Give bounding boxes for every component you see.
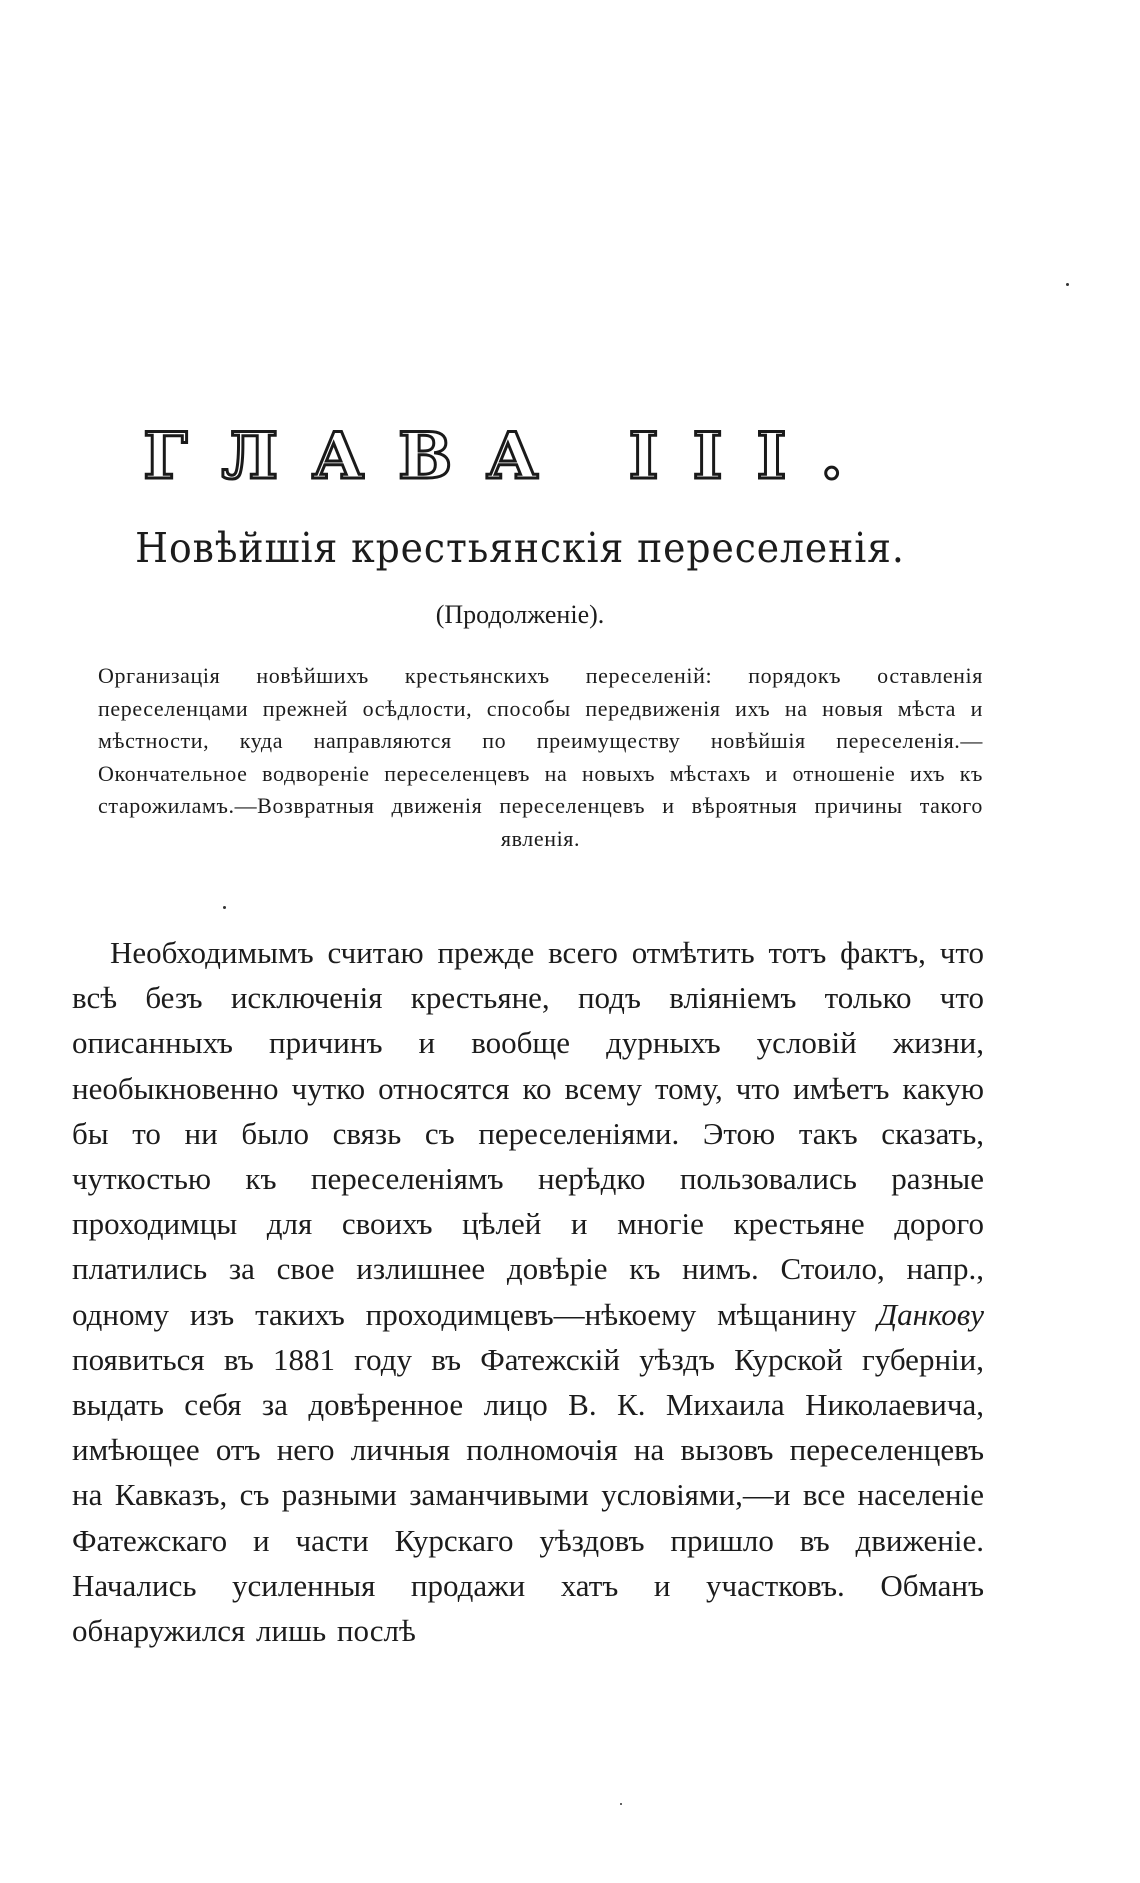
chapter-subtitle: Новѣйшія крестьянскія переселенія.	[135, 524, 905, 572]
chapter-title: ГЛАВА III.	[143, 419, 877, 494]
chapter-summary: Организація новѣйшихъ крестьянскихъ переселеній: порядокъ оставленія переселенцами прежней осѣдлости, способы передвиженія ихъ на новыя мѣста и мѣстности, куда направляются по преимуществу новѣйшія переселенія.—Окончательное водвореніе переселенцевъ на новыхъ мѣстахъ и отношеніе ихъ къ старожиламъ.—Возвратныя движенія переселенцевъ и вѣроятныя причины такого явленія.	[98, 663, 983, 851]
ink-speck	[223, 906, 226, 909]
ink-speck	[620, 1803, 622, 1805]
body-text-part: появиться въ 1881 году въ Фатежскій уѣздъ Курской губерніи, выдать себя за довѣренное лицо В. К. Михаила Николаевича, имѣющее отъ него личныя полномочія на вызовъ переселенцевъ на Кавказъ, съ разными заманчивыми условіями,—и все населеніе Фатежскаго и части Курскаго уѣздовъ пришло въ движеніе. Начались усиленныя продажи хатъ и участковъ. Обманъ обнаружился лишь послѣ	[72, 1341, 984, 1649]
continuation-note: (Продолженіе).	[435, 600, 605, 629]
italic-name: Данкову	[877, 1296, 984, 1332]
body-text-part: Необходимымъ считаю прежде всего отмѣтить тотъ фактъ, что всѣ безъ исключенія крестьяне, подъ вліяніемъ только что описанныхъ причинъ и вообще дурныхъ условій жизни, необыкновенно чутко относятся ко всему тому, что имѣетъ какую бы то ни было связь съ переселеніями. Этою такъ сказать, чуткостью къ переселеніямъ нерѣдко пользовались разные проходимцы для своихъ цѣлей и многіе крестьяне дорого платились за свое излишнее довѣріе къ нимъ. Стоило, напр., одному изъ такихъ проходимцевъ—нѣкоему мѣщанину	[72, 935, 984, 1332]
ink-speck	[1066, 283, 1069, 286]
body-paragraph	[72, 930, 984, 1653]
